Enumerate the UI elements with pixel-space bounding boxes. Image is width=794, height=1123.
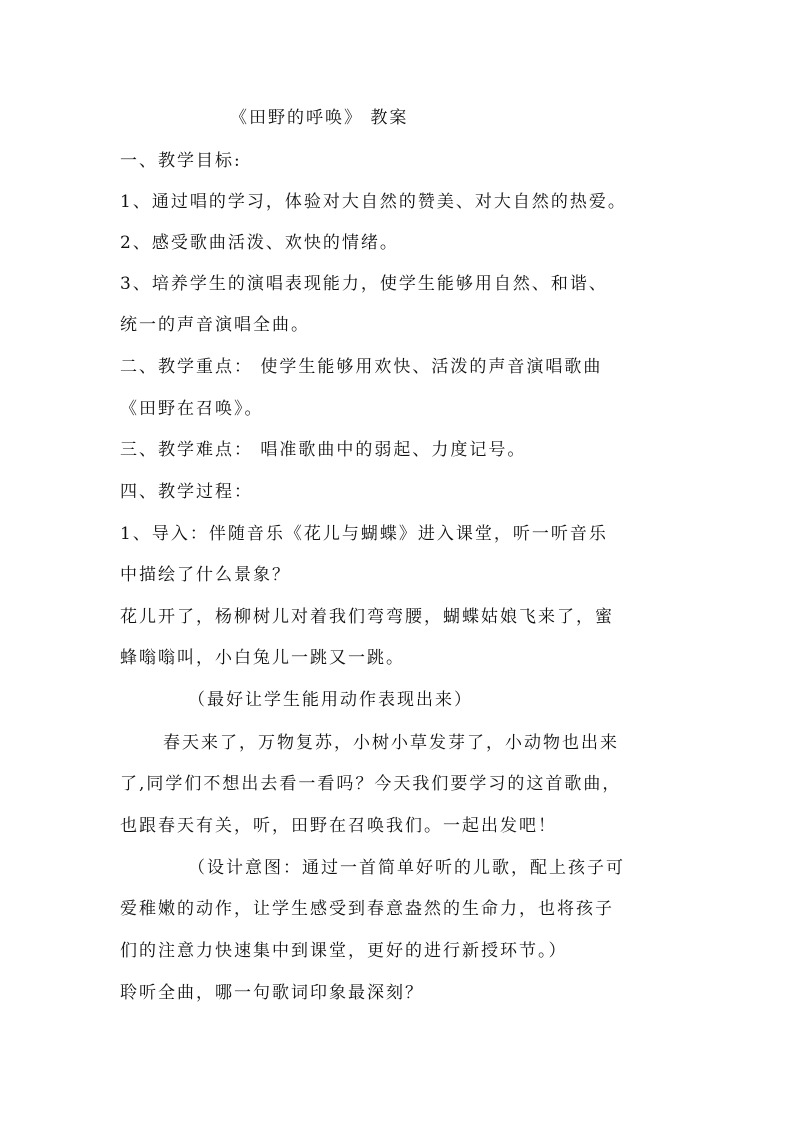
design-intent-line-2: 爱稚嫩的动作，让学生感受到春意盎然的生命力，也将孩子 xyxy=(120,899,614,919)
step-1-line-1: 1、导入：伴随音乐《花儿与蝴蝶》进入课堂，听一听音乐 xyxy=(120,524,608,544)
document-title: 《田野的呼唤》 教案 xyxy=(230,108,409,128)
scene-line-1: 花儿开了，杨柳树儿对着我们弯弯腰，蝴蝶姑娘飞来了，蜜 xyxy=(120,607,614,627)
section-difficulties: 三、教学难点： 唱准歌曲中的弱起、力度记号。 xyxy=(120,440,527,460)
paragraph-spring-line-2: 了,同学们不想出去看一看吗？今天我们要学习的这首歌曲， xyxy=(120,774,622,794)
paragraph-spring-line-1: 春天来了，万物复苏，小树小草发芽了，小动物也出来 xyxy=(163,733,619,753)
note-actions: （最好让学生能用动作表现出来） xyxy=(188,690,473,710)
step-1-line-2: 中描绘了什么景象？ xyxy=(120,565,291,585)
section-process-heading: 四、教学过程： xyxy=(120,482,253,502)
section-key-points-line-2: 《田野在召唤》。 xyxy=(120,399,264,419)
listening-question: 聆听全曲，哪一句歌词印象最深刻？ xyxy=(120,983,424,1003)
goal-3-line-2: 统一的声音演唱全曲。 xyxy=(120,315,310,335)
scene-line-2: 蜂嗡嗡叫，小白兔儿一跳又一跳。 xyxy=(120,648,405,668)
section-teaching-goals-heading: 一、教学目标: xyxy=(120,151,242,171)
section-key-points-line-1: 二、教学重点： 使学生能够用欢快、活泼的声音演唱歌曲 xyxy=(120,357,603,377)
design-intent-line-3: 们的注意力快速集中到课堂，更好的进行新授环节。） xyxy=(120,941,568,961)
goal-2: 2、感受歌曲活泼、欢快的情绪。 xyxy=(120,233,399,253)
goal-1: 1、通过唱的学习，体验对大自然的赞美、对大自然的热爱。 xyxy=(120,192,627,212)
goal-3-line-1: 3、培养学生的演唱表现能力，使学生能够用自然、和谐、 xyxy=(120,274,608,294)
design-intent-line-1: （设计意图：通过一首简单好听的儿歌，配上孩子可 xyxy=(188,858,625,878)
paragraph-spring-line-3: 也跟春天有关，听，田野在召唤我们。一起出发吧！ xyxy=(120,816,557,836)
